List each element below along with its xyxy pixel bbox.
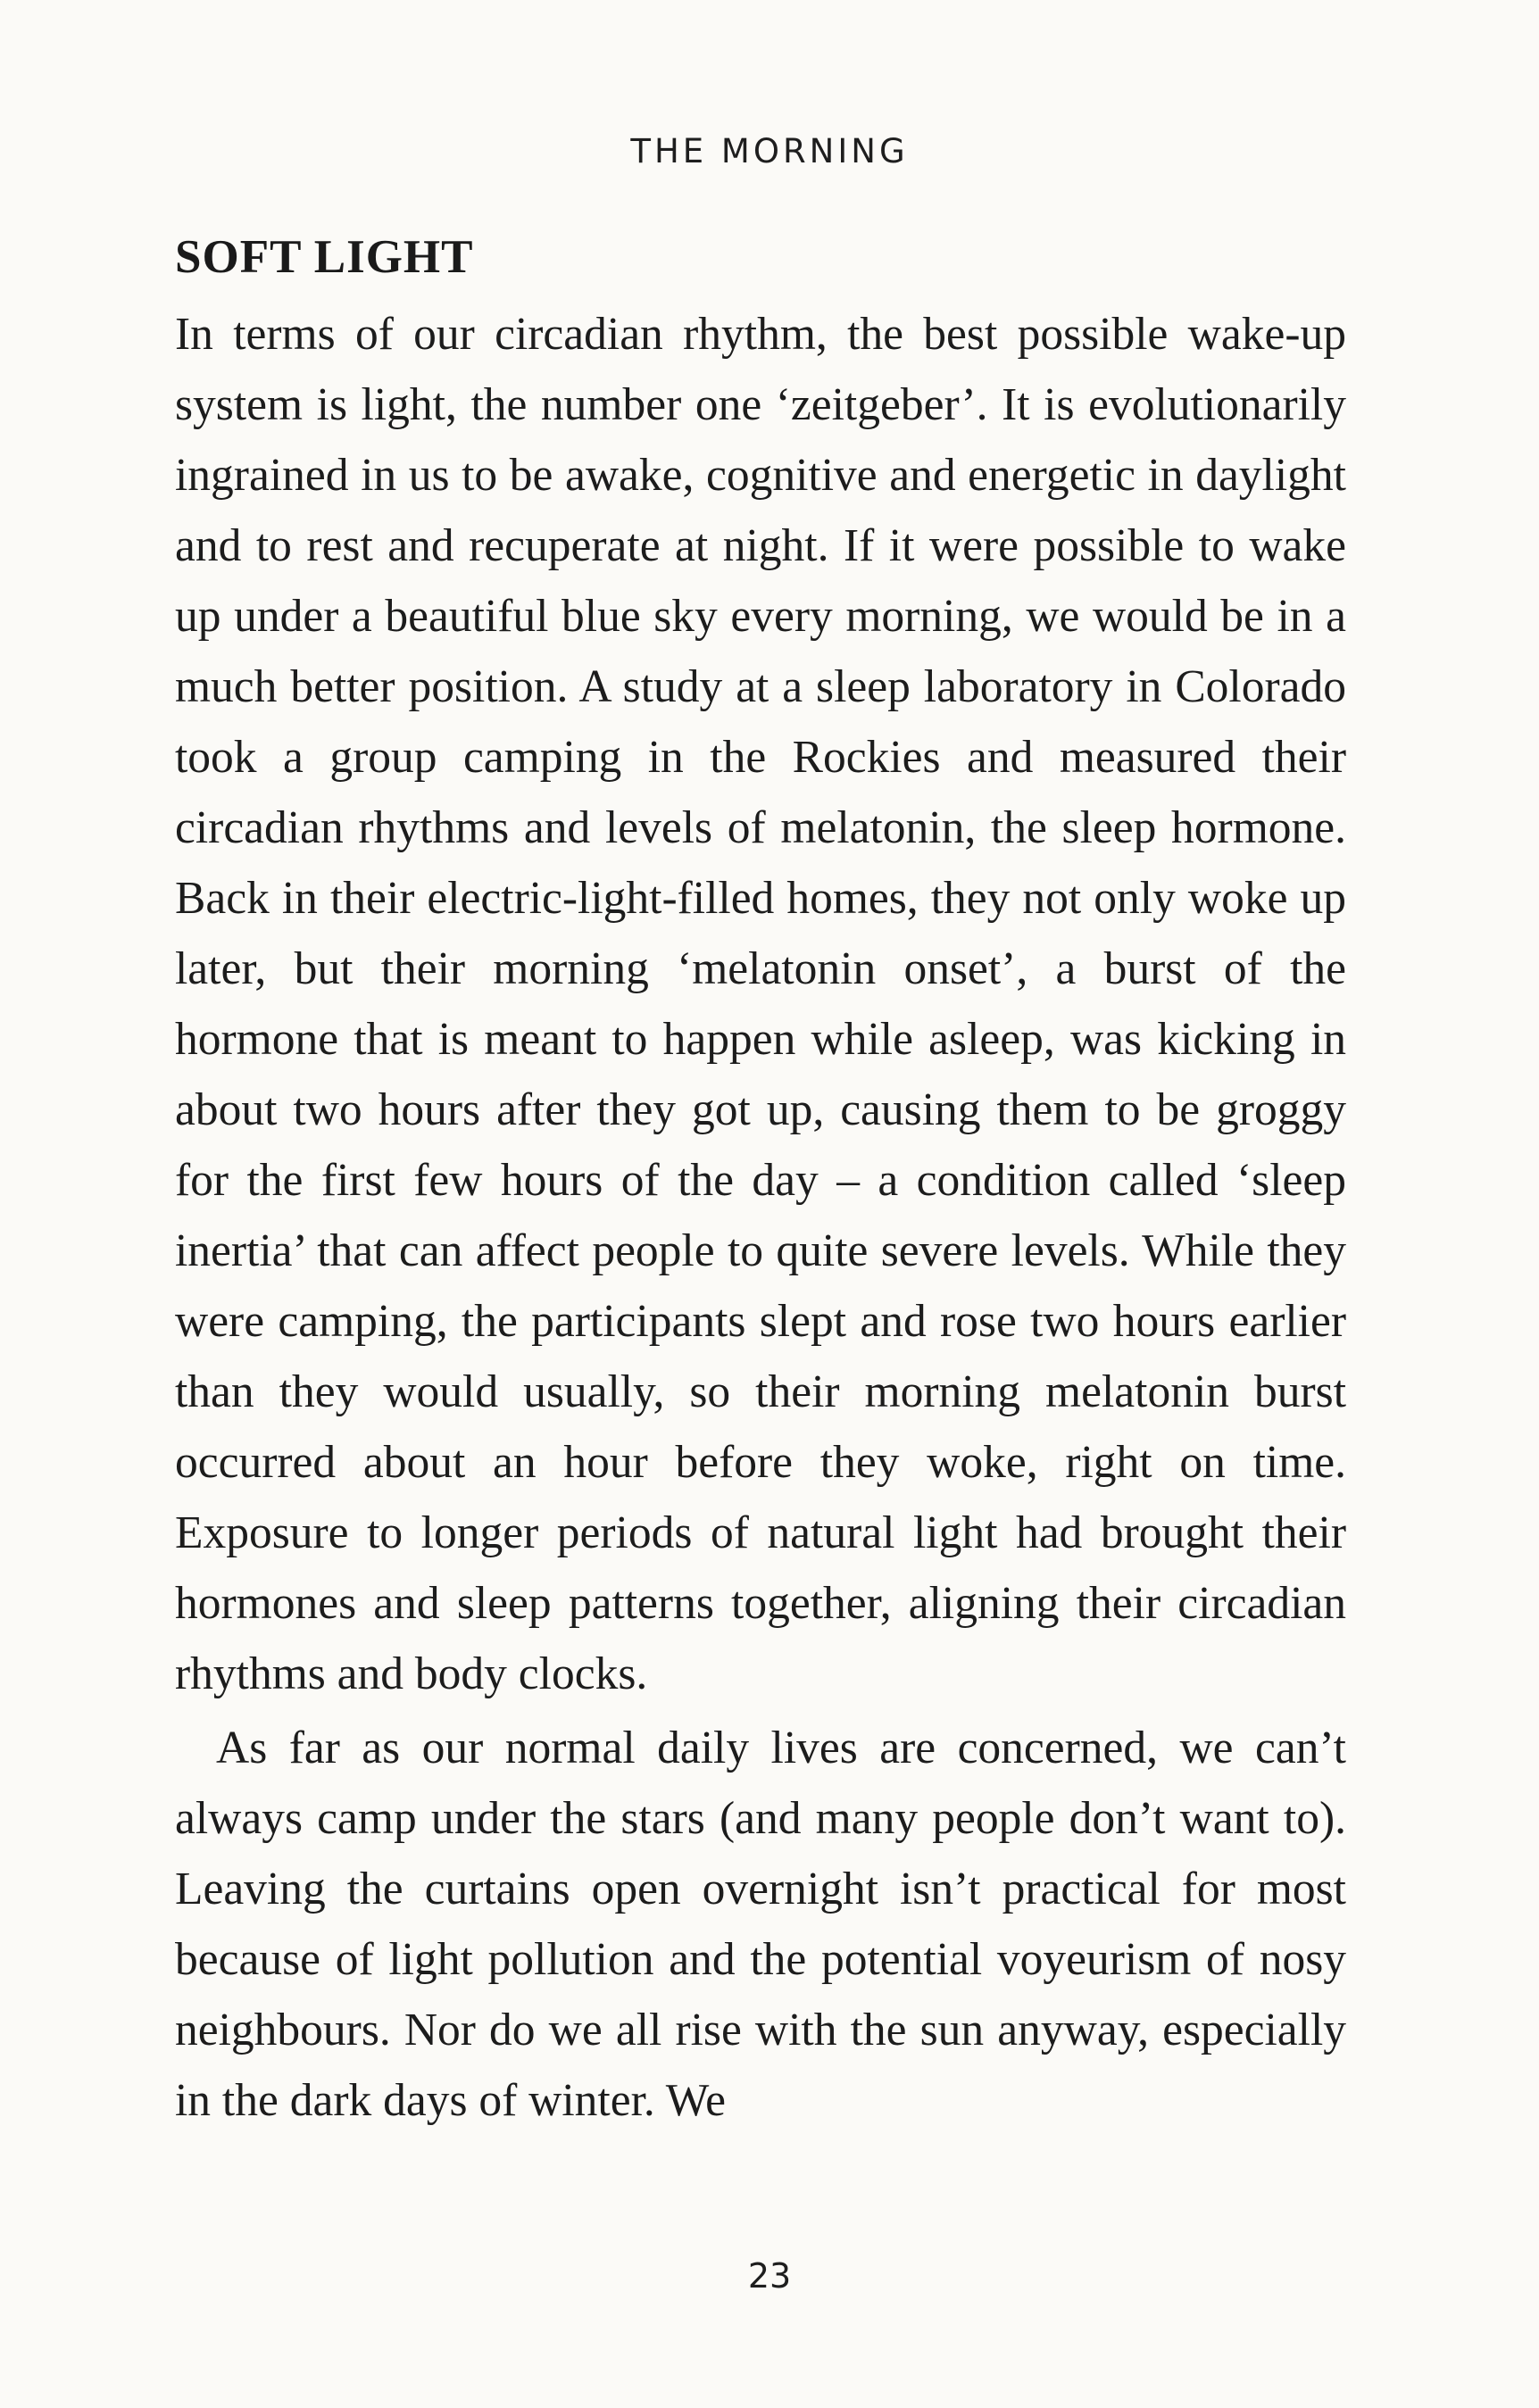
body-text [175,299,1346,2136]
paragraph-1: In terms of our circadian rhythm, the best possible wake-up system is light, the number one ‘zeitgeber’. It is evolutionarily ingrained in us to be awake, cognitive and energetic in daylight and to rest and recuperate at night. If it were possible to wake up under a beautiful blue sky every morning, we would be in a much better position. A study at a sleep laboratory in Colorado took a group camping in the Rockies and measured their circadian rhythms and levels of melatonin, the sleep hormone. Back in their electric-light-filled homes, they not only woke up later, but their morning ‘melatonin onset’, a burst of the hormone that is meant to happen while asleep, was kicking in about two hours after they got up, causing them to be groggy for the first few hours of the day – a condition called ‘sleep inertia’ that can affect people to quite severe levels. While they were camping, the participants slept and rose two hours earlier than they would usually, so their morning melatonin burst occurred about an hour before they woke, right on time. Exposure to longer periods of natural light had brought their hormones and sleep patterns together, aligning their circadian rhythms and body clocks. [175,309,1346,1699]
page-number: 23 [747,2256,792,2296]
paragraph-2: As far as our normal daily lives are concerned, we can’t always camp under the stars (and many people don’t want to). Leaving the curtains open overnight isn’t practical for most because of light pollution and the potential voyeurism of nosy neighbours. Nor do we all rise with the sun anyway, especially in the dark days of winter. We [175,1723,1346,2126]
running-head: THE MORNING [630,132,909,170]
section-heading: SOFT LIGHT [175,231,474,283]
